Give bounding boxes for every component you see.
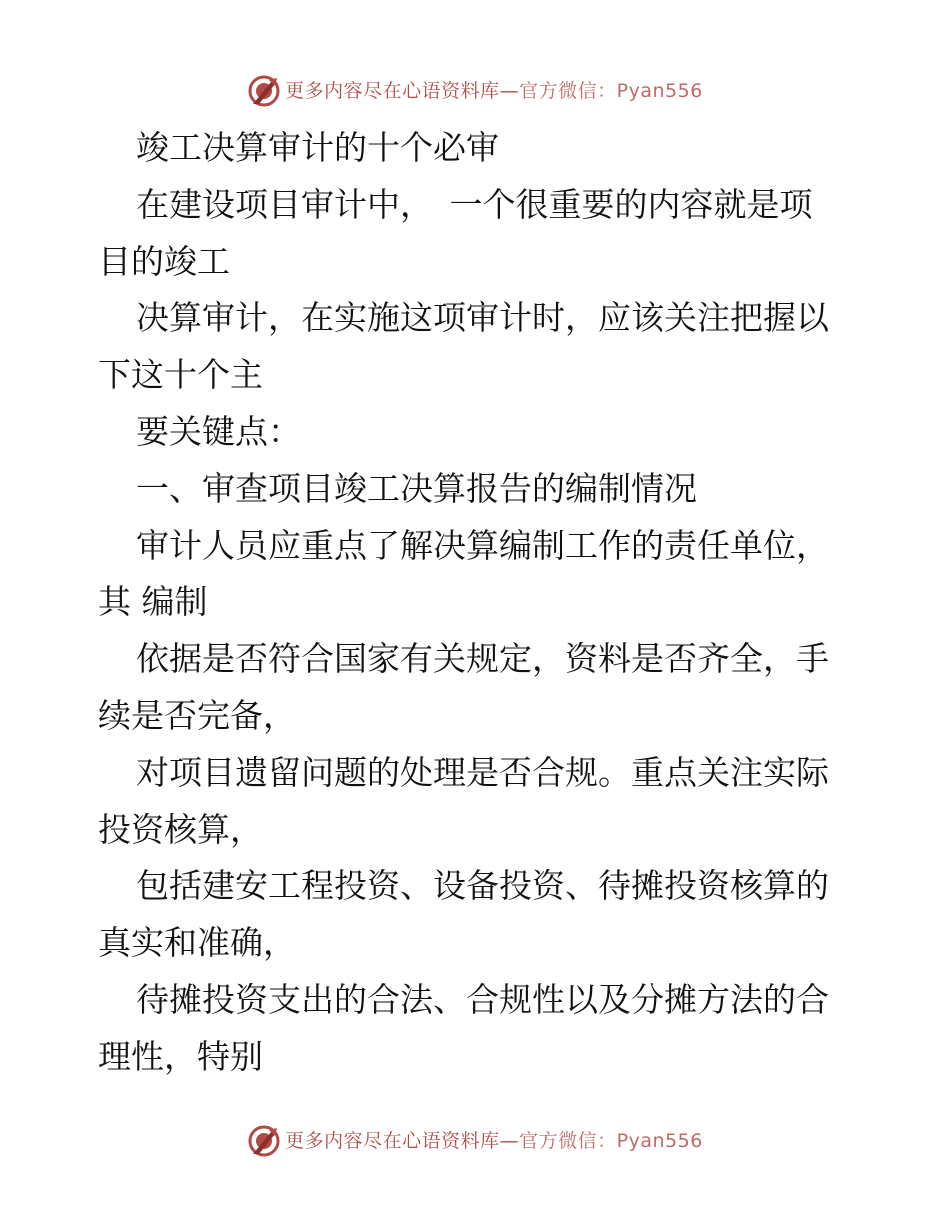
document-line: 在建设项目审计中， 一个很重要的内容就是项	[136, 184, 813, 224]
footer-wechat-text: 官方微信：Pyan556	[519, 1129, 703, 1152]
quill-pen-circle-icon	[247, 1124, 281, 1158]
document-line: 包括建安工程投资、设备投资、待摊投资核算的	[136, 866, 829, 906]
document-line: 目的竣工	[98, 241, 230, 281]
header-wechat-text: 官方微信：Pyan556	[519, 79, 703, 102]
footer-banner-text: 更多内容尽在心语资料库—官方微信：Pyan556	[285, 1129, 703, 1152]
document-line: 依据是否符合国家有关规定，资料是否齐全，手	[136, 639, 829, 679]
header-banner	[0, 71, 950, 111]
document-line: 决算审计，在实施这项审计时，应该关注把握以	[136, 298, 829, 338]
document-line: 真实和准确，	[98, 923, 296, 963]
document-line: 投资核算，	[98, 809, 263, 849]
document-line: 竣工决算审计的十个必审	[136, 128, 499, 167]
document-line: 下这十个主	[98, 355, 263, 395]
document-line: 一、审查项目竣工决算报告的编制情况	[136, 468, 697, 508]
document-line: 对项目遗留问题的处理是否合规。重点关注实际	[136, 752, 829, 792]
document-line: 续是否完备，	[98, 695, 296, 735]
document-line: 审计人员应重点了解决算编制工作的责任单位，	[136, 525, 829, 565]
header-banner-text: 更多内容尽在心语资料库—官方微信：Pyan556	[285, 79, 703, 102]
document-line: 要关键点：	[136, 411, 301, 451]
document-line: 待摊投资支出的合法、合规性以及分摊方法的合	[136, 979, 829, 1019]
document-line: 理性，特别	[98, 1036, 263, 1076]
document-line: 其 编制	[98, 582, 208, 622]
quill-pen-circle-icon	[247, 74, 281, 108]
footer-banner	[0, 1121, 950, 1161]
document-body	[98, 120, 858, 1086]
